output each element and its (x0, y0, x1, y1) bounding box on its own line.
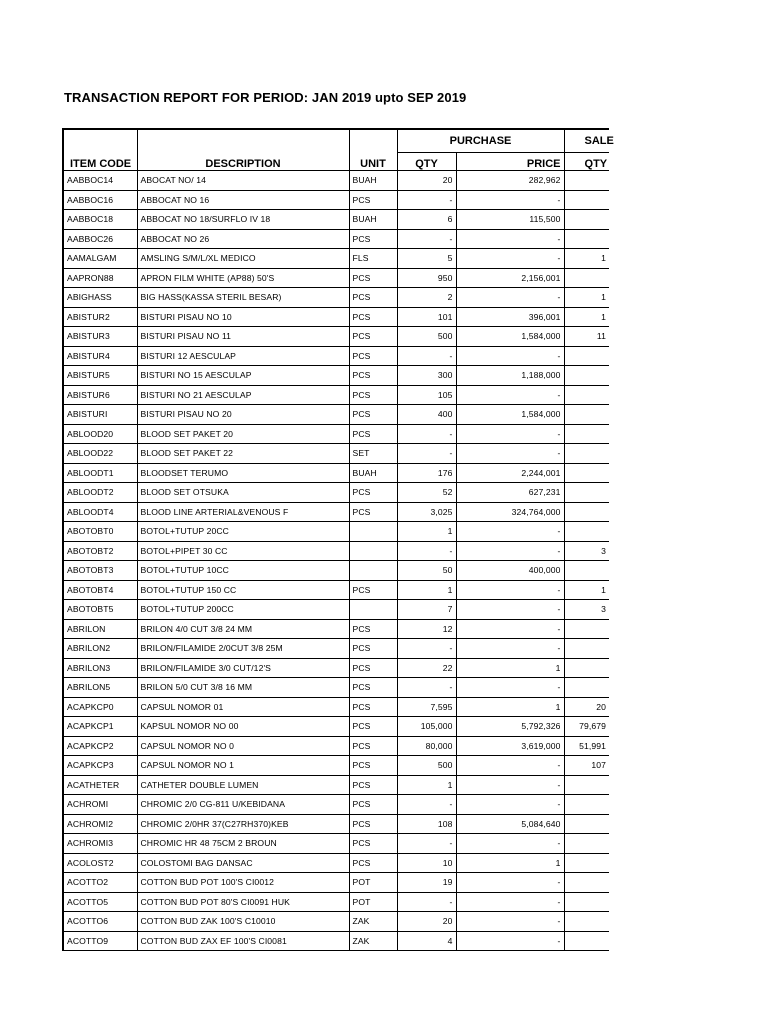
table-row (63, 502, 609, 522)
cell-item-code: ACHROMI (63, 795, 137, 815)
cell-description: BOTOL+PIPET 30 CC (137, 541, 349, 561)
cell-sale-qty: 79,679 (564, 717, 609, 737)
cell-description: COTTON BUD ZAX EF 100'S CI0081 (137, 931, 349, 951)
header-purchase-group: PURCHASE (397, 129, 564, 153)
cell-sale-qty: 20 (564, 697, 609, 717)
table-row (63, 912, 609, 932)
cell-unit: PCS (349, 288, 397, 308)
header-purchase-price: PRICE (456, 153, 564, 171)
table-row (63, 483, 609, 503)
cell-purchase-qty: - (397, 795, 456, 815)
cell-description: ABBOCAT NO 16 (137, 190, 349, 210)
cell-purchase-qty: 105 (397, 385, 456, 405)
cell-purchase-price: - (456, 775, 564, 795)
cell-sale-qty (564, 775, 609, 795)
cell-description: CHROMIC 2/0HR 37(C27RH370)KEB (137, 814, 349, 834)
cell-purchase-qty: 50 (397, 561, 456, 581)
cell-unit: BUAH (349, 210, 397, 230)
cell-item-code: ACOTTO6 (63, 912, 137, 932)
header-sale-group: SALE (564, 129, 609, 153)
cell-purchase-price: - (456, 190, 564, 210)
cell-purchase-price: - (456, 619, 564, 639)
cell-description: BOTOL+TUTUP 200CC (137, 600, 349, 620)
cell-sale-qty (564, 639, 609, 659)
cell-sale-qty (564, 171, 609, 191)
table-row (63, 600, 609, 620)
cell-item-code: AAMALGAM (63, 249, 137, 269)
table-row (63, 678, 609, 698)
cell-item-code: AAPRON88 (63, 268, 137, 288)
cell-description: ABBOCAT NO 26 (137, 229, 349, 249)
cell-unit: POT (349, 873, 397, 893)
cell-item-code: ACOTTO9 (63, 931, 137, 951)
table-row (63, 775, 609, 795)
cell-item-code: ABRILON3 (63, 658, 137, 678)
cell-purchase-price: 3,619,000 (456, 736, 564, 756)
cell-sale-qty (564, 463, 609, 483)
cell-purchase-qty: 20 (397, 171, 456, 191)
cell-sale-qty (564, 931, 609, 951)
cell-description: CAPSUL NOMOR NO 1 (137, 756, 349, 776)
table-row (63, 795, 609, 815)
transaction-table (62, 128, 614, 951)
cell-description: BOTOL+TUTUP 150 CC (137, 580, 349, 600)
cell-purchase-price: 2,156,001 (456, 268, 564, 288)
cell-unit: PCS (349, 502, 397, 522)
cell-purchase-qty: 176 (397, 463, 456, 483)
cell-description: KAPSUL NOMOR NO 00 (137, 717, 349, 737)
cell-item-code: ABISTUR6 (63, 385, 137, 405)
table-row (63, 463, 609, 483)
cell-purchase-qty: 19 (397, 873, 456, 893)
cell-purchase-qty: 52 (397, 483, 456, 503)
cell-item-code: ABISTUR2 (63, 307, 137, 327)
table-row (63, 561, 609, 581)
cell-sale-qty (564, 561, 609, 581)
cell-sale-qty (564, 678, 609, 698)
cell-purchase-qty: - (397, 541, 456, 561)
cell-purchase-price: - (456, 229, 564, 249)
cell-purchase-qty: - (397, 444, 456, 464)
cell-description: CAPSUL NOMOR NO 0 (137, 736, 349, 756)
table-row (63, 756, 609, 776)
cell-unit: PCS (349, 756, 397, 776)
cell-item-code: AABBOC26 (63, 229, 137, 249)
cell-purchase-price: 5,084,640 (456, 814, 564, 834)
table-row (63, 639, 609, 659)
cell-item-code: AABBOC14 (63, 171, 137, 191)
cell-description: BRILON 4/0 CUT 3/8 24 MM (137, 619, 349, 639)
cell-unit: PCS (349, 853, 397, 873)
table-row (63, 366, 609, 386)
table-row (63, 834, 609, 854)
cell-purchase-qty: - (397, 678, 456, 698)
cell-sale-qty: 107 (564, 756, 609, 776)
cell-unit: SET (349, 444, 397, 464)
cell-item-code: ABISTURI (63, 405, 137, 425)
cell-description: AMSLING S/M/L/XL MEDICO (137, 249, 349, 269)
cell-purchase-price: - (456, 639, 564, 659)
table-row (63, 171, 609, 191)
cell-item-code: ABLOODT4 (63, 502, 137, 522)
cell-unit: PCS (349, 405, 397, 425)
cell-item-code: ACAPKCP3 (63, 756, 137, 776)
cell-purchase-qty: - (397, 639, 456, 659)
cell-purchase-price: 396,001 (456, 307, 564, 327)
cell-item-code: ACHROMI2 (63, 814, 137, 834)
table-row (63, 717, 609, 737)
cell-purchase-qty: 5 (397, 249, 456, 269)
cell-sale-qty (564, 444, 609, 464)
cell-purchase-qty: 1 (397, 580, 456, 600)
cell-purchase-price: 400,000 (456, 561, 564, 581)
cell-purchase-price: 282,962 (456, 171, 564, 191)
cell-sale-qty (564, 892, 609, 912)
cell-sale-qty (564, 346, 609, 366)
table-row (63, 307, 609, 327)
cell-unit: BUAH (349, 463, 397, 483)
cell-item-code: ABISTUR5 (63, 366, 137, 386)
table-row (63, 580, 609, 600)
cell-unit: PCS (349, 795, 397, 815)
cell-item-code: ACAPKCP1 (63, 717, 137, 737)
table-row (63, 444, 609, 464)
cell-item-code: ABISTUR3 (63, 327, 137, 347)
cell-unit: PCS (349, 717, 397, 737)
cell-item-code: ACATHETER (63, 775, 137, 795)
table-row (63, 658, 609, 678)
cell-purchase-qty: - (397, 424, 456, 444)
report-table-container (62, 128, 614, 951)
cell-description: BISTURI PISAU NO 10 (137, 307, 349, 327)
cell-purchase-qty: 105,000 (397, 717, 456, 737)
cell-purchase-price: - (456, 873, 564, 893)
table-row (63, 229, 609, 249)
cell-purchase-qty: 400 (397, 405, 456, 425)
cell-purchase-price: 1 (456, 697, 564, 717)
cell-sale-qty (564, 210, 609, 230)
cell-description: APRON FILM WHITE (AP88) 50'S (137, 268, 349, 288)
cell-sale-qty: 1 (564, 580, 609, 600)
cell-purchase-price: - (456, 444, 564, 464)
cell-item-code: ABLOODT1 (63, 463, 137, 483)
cell-unit: PCS (349, 658, 397, 678)
cell-purchase-qty: 12 (397, 619, 456, 639)
cell-description: BOTOL+TUTUP 10CC (137, 561, 349, 581)
cell-purchase-price: 1,584,000 (456, 405, 564, 425)
table-body (63, 171, 609, 951)
cell-purchase-qty: 950 (397, 268, 456, 288)
cell-unit: PCS (349, 229, 397, 249)
cell-sale-qty: 1 (564, 307, 609, 327)
cell-sale-qty (564, 522, 609, 542)
cell-description: ABBOCAT NO 18/SURFLO IV 18 (137, 210, 349, 230)
cell-description: BRILON/FILAMIDE 2/0CUT 3/8 25M (137, 639, 349, 659)
cell-description: BLOOD SET PAKET 22 (137, 444, 349, 464)
cell-unit: PCS (349, 424, 397, 444)
cell-unit: ZAK (349, 931, 397, 951)
cell-purchase-qty: - (397, 190, 456, 210)
cell-purchase-qty: 108 (397, 814, 456, 834)
table-row (63, 697, 609, 717)
cell-item-code: ABOTOBT2 (63, 541, 137, 561)
cell-sale-qty: 1 (564, 249, 609, 269)
cell-purchase-price: - (456, 931, 564, 951)
cell-purchase-qty: 7 (397, 600, 456, 620)
cell-purchase-qty: - (397, 229, 456, 249)
cell-item-code: ACAPKCP2 (63, 736, 137, 756)
cell-unit: PCS (349, 619, 397, 639)
table-row (63, 327, 609, 347)
table-row (63, 210, 609, 230)
cell-description: BLOODSET TERUMO (137, 463, 349, 483)
cell-purchase-price: 5,792,326 (456, 717, 564, 737)
cell-purchase-qty: 3,025 (397, 502, 456, 522)
cell-purchase-qty: 1 (397, 775, 456, 795)
table-row (63, 424, 609, 444)
cell-unit: PCS (349, 814, 397, 834)
cell-item-code: ABOTOBT3 (63, 561, 137, 581)
cell-purchase-qty: 4 (397, 931, 456, 951)
cell-purchase-qty: 10 (397, 853, 456, 873)
cell-unit: PCS (349, 697, 397, 717)
table-row (63, 385, 609, 405)
cell-item-code: ABOTOBT5 (63, 600, 137, 620)
cell-purchase-price: - (456, 834, 564, 854)
cell-item-code: ACOTTO2 (63, 873, 137, 893)
cell-sale-qty (564, 834, 609, 854)
cell-item-code: ACOTTO5 (63, 892, 137, 912)
cell-item-code: ABISTUR4 (63, 346, 137, 366)
cell-purchase-price: 1 (456, 658, 564, 678)
cell-unit (349, 541, 397, 561)
cell-description: BISTURI NO 21 AESCULAP (137, 385, 349, 405)
cell-unit: PCS (349, 346, 397, 366)
cell-unit (349, 522, 397, 542)
table-row (63, 892, 609, 912)
cell-purchase-price: 115,500 (456, 210, 564, 230)
cell-item-code: ABRILON (63, 619, 137, 639)
cell-description: CHROMIC HR 48 75CM 2 BROUN (137, 834, 349, 854)
cell-description: BIG HASS(KASSA STERIL BESAR) (137, 288, 349, 308)
cell-unit: PCS (349, 834, 397, 854)
cell-purchase-price: - (456, 912, 564, 932)
table-row (63, 873, 609, 893)
table-row (63, 931, 609, 951)
cell-purchase-price: - (456, 522, 564, 542)
cell-item-code: ABIGHASS (63, 288, 137, 308)
cell-description: COTTON BUD ZAK 100'S C10010 (137, 912, 349, 932)
cell-sale-qty (564, 366, 609, 386)
cell-unit: PCS (349, 307, 397, 327)
cell-unit: PCS (349, 736, 397, 756)
cell-sale-qty (564, 424, 609, 444)
cell-unit: POT (349, 892, 397, 912)
table-row (63, 405, 609, 425)
cell-item-code: ABRILON2 (63, 639, 137, 659)
cell-purchase-price: - (456, 600, 564, 620)
cell-purchase-price: - (456, 580, 564, 600)
cell-description: COTTON BUD POT 100'S CI0012 (137, 873, 349, 893)
table-row (63, 288, 609, 308)
cell-unit: PCS (349, 366, 397, 386)
cell-purchase-price: - (456, 288, 564, 308)
cell-purchase-price: - (456, 346, 564, 366)
cell-purchase-qty: 2 (397, 288, 456, 308)
cell-unit: PCS (349, 580, 397, 600)
cell-description: ABOCAT NO/ 14 (137, 171, 349, 191)
cell-item-code: AABBOC18 (63, 210, 137, 230)
cell-description: COTTON BUD POT 80'S CI0091 HUK (137, 892, 349, 912)
cell-item-code: ABOTOBT0 (63, 522, 137, 542)
cell-description: COLOSTOMI BAG DANSAC (137, 853, 349, 873)
cell-purchase-price: 1 (456, 853, 564, 873)
cell-purchase-qty: 500 (397, 756, 456, 776)
cell-unit: FLS (349, 249, 397, 269)
cell-sale-qty (564, 795, 609, 815)
cell-purchase-price: - (456, 678, 564, 698)
cell-description: BISTURI 12 AESCULAP (137, 346, 349, 366)
table-row (63, 249, 609, 269)
cell-purchase-qty: - (397, 892, 456, 912)
cell-sale-qty: 11 (564, 327, 609, 347)
cell-purchase-qty: 20 (397, 912, 456, 932)
cell-description: CHROMIC 2/0 CG-811 U/KEBIDANA (137, 795, 349, 815)
table-row (63, 814, 609, 834)
cell-item-code: ABLOOD20 (63, 424, 137, 444)
cell-unit: PCS (349, 639, 397, 659)
table-row (63, 853, 609, 873)
cell-sale-qty: 1 (564, 288, 609, 308)
cell-sale-qty (564, 873, 609, 893)
cell-description: CAPSUL NOMOR 01 (137, 697, 349, 717)
cell-sale-qty: 51,991 (564, 736, 609, 756)
cell-item-code: ACAPKCP0 (63, 697, 137, 717)
cell-sale-qty (564, 190, 609, 210)
cell-sale-qty (564, 405, 609, 425)
cell-purchase-price: 1,188,000 (456, 366, 564, 386)
cell-purchase-qty: 101 (397, 307, 456, 327)
cell-purchase-qty: 7,595 (397, 697, 456, 717)
cell-description: BOTOL+TUTUP 20CC (137, 522, 349, 542)
table-row (63, 619, 609, 639)
cell-unit: PCS (349, 327, 397, 347)
header-description: DESCRIPTION (137, 129, 349, 171)
table-row (63, 541, 609, 561)
cell-unit: PCS (349, 385, 397, 405)
cell-item-code: ABRILON5 (63, 678, 137, 698)
cell-description: BISTURI NO 15 AESCULAP (137, 366, 349, 386)
cell-sale-qty (564, 229, 609, 249)
cell-unit: PCS (349, 483, 397, 503)
cell-item-code: ACHROMI3 (63, 834, 137, 854)
cell-sale-qty (564, 619, 609, 639)
header-purchase-qty: QTY (397, 153, 456, 171)
cell-purchase-qty: 6 (397, 210, 456, 230)
cell-purchase-price: - (456, 385, 564, 405)
table-row (63, 346, 609, 366)
cell-purchase-qty: 300 (397, 366, 456, 386)
header-unit: UNIT (349, 129, 397, 171)
cell-sale-qty (564, 814, 609, 834)
cell-purchase-price: - (456, 249, 564, 269)
cell-description: BRILON/FILAMIDE 3/0 CUT/12'S (137, 658, 349, 678)
cell-description: CATHETER DOUBLE LUMEN (137, 775, 349, 795)
cell-item-code: AABBOC16 (63, 190, 137, 210)
table-row (63, 268, 609, 288)
cell-item-code: ABLOODT2 (63, 483, 137, 503)
header-sale-qty: QTY (564, 153, 609, 171)
cell-purchase-qty: 1 (397, 522, 456, 542)
cell-purchase-qty: 80,000 (397, 736, 456, 756)
cell-purchase-price: 2,244,001 (456, 463, 564, 483)
cell-sale-qty (564, 502, 609, 522)
cell-description: BISTURI PISAU NO 11 (137, 327, 349, 347)
cell-unit: PCS (349, 775, 397, 795)
cell-description: BLOOD SET OTSUKA (137, 483, 349, 503)
cell-unit: BUAH (349, 171, 397, 191)
cell-sale-qty (564, 853, 609, 873)
cell-sale-qty: 3 (564, 600, 609, 620)
cell-unit (349, 561, 397, 581)
cell-description: BRILON 5/0 CUT 3/8 16 MM (137, 678, 349, 698)
cell-item-code: ABLOOD22 (63, 444, 137, 464)
cell-purchase-price: - (456, 424, 564, 444)
cell-purchase-qty: 22 (397, 658, 456, 678)
cell-sale-qty (564, 658, 609, 678)
cell-unit: PCS (349, 268, 397, 288)
cell-description: BISTURI PISAU NO 20 (137, 405, 349, 425)
cell-sale-qty (564, 483, 609, 503)
cell-sale-qty (564, 912, 609, 932)
cell-description: BLOOD SET PAKET 20 (137, 424, 349, 444)
cell-purchase-price: 1,584,000 (456, 327, 564, 347)
cell-sale-qty: 3 (564, 541, 609, 561)
cell-unit: PCS (349, 678, 397, 698)
cell-unit (349, 600, 397, 620)
cell-purchase-price: - (456, 756, 564, 776)
cell-purchase-price: 324,764,000 (456, 502, 564, 522)
table-row (63, 736, 609, 756)
cell-description: BLOOD LINE ARTERIAL&VENOUS F (137, 502, 349, 522)
cell-sale-qty (564, 268, 609, 288)
cell-item-code: ACOLOST2 (63, 853, 137, 873)
cell-unit: PCS (349, 190, 397, 210)
cell-purchase-price: - (456, 795, 564, 815)
header-item-code: ITEM CODE (63, 129, 137, 171)
cell-purchase-qty: 500 (397, 327, 456, 347)
cell-purchase-qty: - (397, 346, 456, 366)
cell-purchase-price: - (456, 541, 564, 561)
table-row (63, 522, 609, 542)
table-row (63, 190, 609, 210)
cell-purchase-price: 627,231 (456, 483, 564, 503)
cell-unit: ZAK (349, 912, 397, 932)
report-title: TRANSACTION REPORT FOR PERIOD: JAN 2019 upto SEP 2019 (64, 90, 467, 105)
cell-purchase-price: - (456, 892, 564, 912)
cell-sale-qty (564, 385, 609, 405)
cell-item-code: ABOTOBT4 (63, 580, 137, 600)
cell-purchase-qty: - (397, 834, 456, 854)
